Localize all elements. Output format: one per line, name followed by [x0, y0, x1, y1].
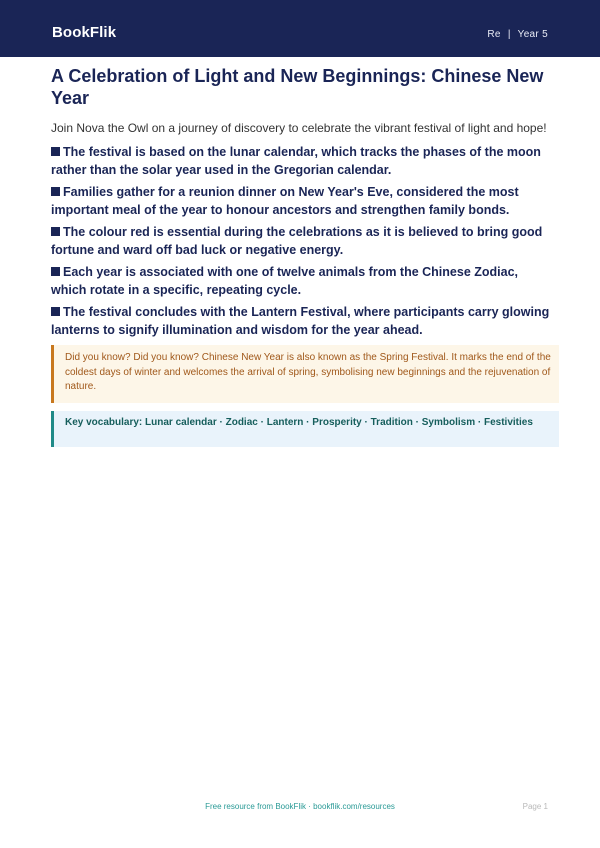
intro-text: Join Nova the Owl on a journey of discovery to celebrate the vibrant festival of light and hope! [51, 121, 547, 135]
meta-year: Year 5 [517, 29, 548, 40]
meta-subject: Re [487, 29, 501, 40]
fact-text: The colour red is essential during the celebrations as it is believed to bring good fortune and ward off bad luck or negative energy. [51, 225, 543, 257]
fact-item [51, 303, 551, 339]
fact-text: Each year is associated with one of twelve animals from the Chinese Zodiac, which rotate in a specific, repeating cycle. [51, 265, 519, 297]
fact-item [51, 223, 551, 259]
brand-logo[interactable]: BookFlik [52, 24, 117, 41]
fact-item [51, 143, 551, 179]
fact-item [51, 263, 551, 299]
fact-text: The festival concludes with the Lantern Festival, where participants carry glowing lanterns to signify illumination and wisdom for the year ahead. [51, 305, 550, 337]
footer [0, 802, 600, 816]
fact-text: Families gather for a reunion dinner on New Year's Eve, considered the most important meal of the year to honour ancestors and strengthen family bonds. [51, 185, 519, 217]
square-bullet-icon [51, 227, 60, 236]
fact-list [51, 143, 551, 343]
fact-text: The festival is based on the lunar calendar, which tracks the phases of the moon rather than the solar year used in the Gregorian calendar. [51, 145, 541, 177]
page-title: A Celebration of Light and New Beginnings: Chinese New Year [51, 66, 544, 108]
square-bullet-icon [51, 147, 60, 156]
square-bullet-icon [51, 187, 60, 196]
square-bullet-icon [51, 267, 60, 276]
vocabulary-text: Key vocabulary: Lunar calendar · Zodiac · Lantern · Prosperity · Tradition · Symbolism · Festivities [65, 417, 533, 428]
header-meta [487, 29, 548, 40]
footer-resource-link[interactable]: Free resource from BookFlik · bookflik.com/resources [205, 802, 395, 811]
header-bar [0, 0, 600, 57]
page-number: Page 1 [522, 802, 548, 811]
meta-separator: | [507, 29, 511, 40]
fact-item [51, 183, 551, 219]
did-you-know-callout: Did you know? Did you know? Chinese New Year is also known as the Spring Festival. It marks the end of the coldest days of winter and welcomes the arrival of spring, symbolising new beginnings and the rejuvenation of nature. [51, 345, 559, 403]
square-bullet-icon [51, 307, 60, 316]
key-vocabulary-box [51, 411, 559, 447]
